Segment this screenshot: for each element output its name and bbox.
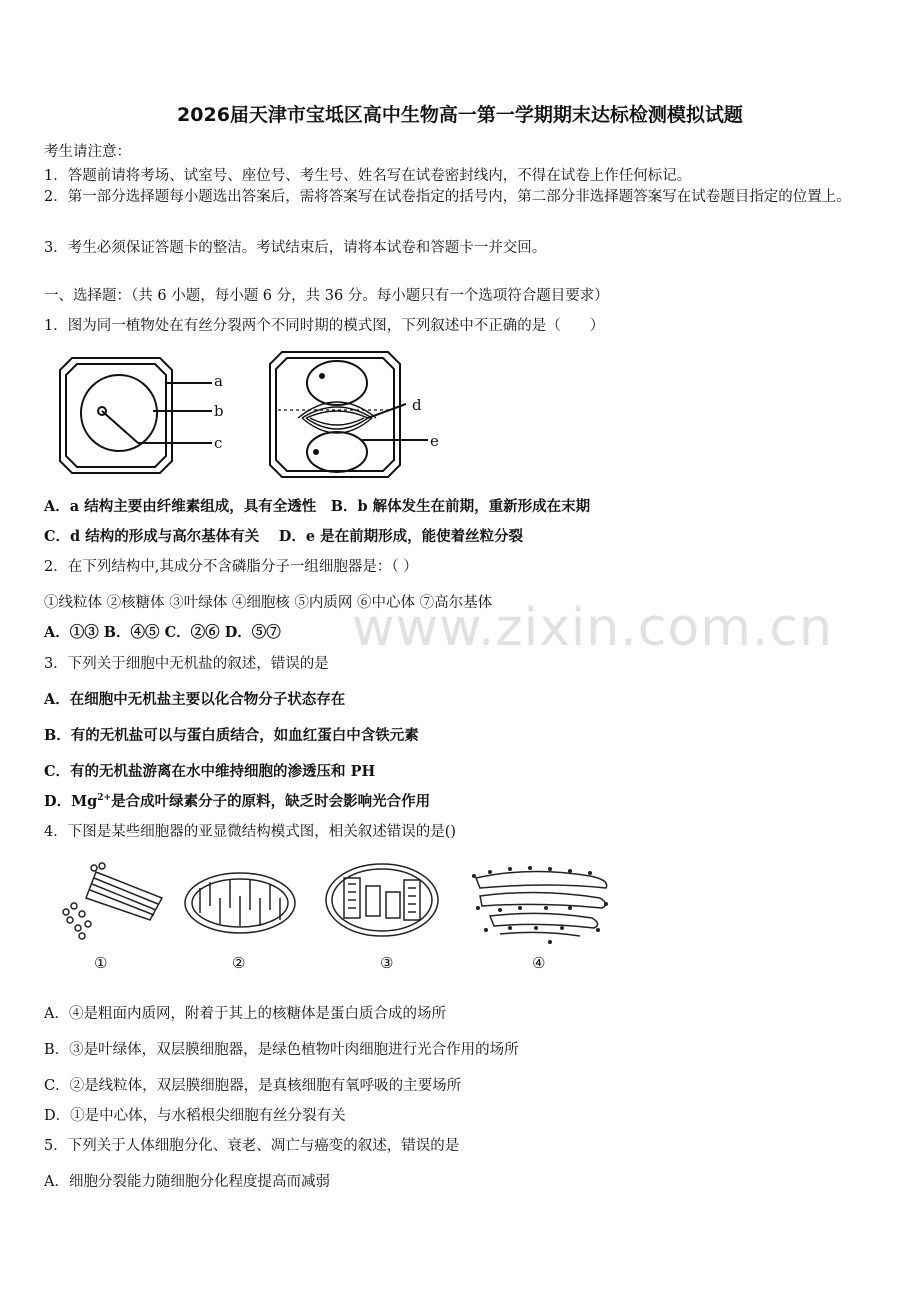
label-d: d (412, 396, 422, 414)
q3-option-c: C．有的无机盐游离在水中维持细胞的渗透压和 PH (44, 763, 376, 780)
figure-label-2: ② (232, 954, 246, 972)
nucleus-1 (81, 375, 157, 451)
q3-option-a: A．在细胞中无机盐主要以化合物分子状态存在 (44, 691, 346, 708)
q4-option-c: C．②是线粒体，双层膜细胞器，是真核细胞有氧呼吸的主要场所 (44, 1078, 462, 1094)
q3-stem: 3．下列关于细胞中无机盐的叙述，错误的是 (44, 656, 329, 672)
q4-figure (50, 858, 630, 948)
figure-label-1: ① (94, 954, 108, 972)
q3-option-d-suffix: 是合成叶绿素分子的原料，缺乏时会影响光合作用 (111, 793, 431, 810)
q2-items: ①线粒体 ②核糖体 ③叶绿体 ④细胞核 ⑤内质网 ⑥中心体 ⑦高尔基体 (44, 595, 493, 611)
q5-stem: 5．下列关于人体细胞分化、衰老、凋亡与癌变的叙述，错误的是 (44, 1138, 460, 1154)
watermark: www.zixin.com.cn (352, 598, 833, 658)
notice-heading: 考生请注意： (44, 144, 131, 160)
label-b: b (214, 402, 224, 420)
cell-wall-outer-2 (270, 352, 400, 477)
label-c: c (214, 434, 223, 452)
figure-label-3: ③ (380, 954, 394, 972)
q4-stem: 4．下图是某些细胞器的亚显微结构模式图，相关叙述错误的是() (44, 824, 457, 840)
notice-item-2: 2．第一部分选择题每小题选出答案后，需将答案写在试卷指定的括号内，第二部分非选择题答案写在试卷题目指定的位置上。 (44, 189, 851, 205)
page-title: 2026届天津市宝坻区高中生物高一第一学期期末达标检测模拟试题 (177, 104, 743, 126)
notice-item-3: 3．考生必须保证答题卡的整洁。考试结束后，请将本试卷和答题卡一并交回。 (44, 240, 547, 256)
q1-stem: 1．图为同一植物处在有丝分裂两个不同时期的模式图，下列叙述中不正确的是（ ） (44, 318, 605, 334)
q3-option-d-sup: 2+ (97, 793, 112, 804)
centriole-drawing (63, 863, 162, 939)
q5-option-a: A．细胞分裂能力随细胞分化程度提高而减弱 (44, 1174, 330, 1190)
q4-option-a: A．④是粗面内质网，附着于其上的核糖体是蛋白质合成的场所 (44, 1006, 446, 1022)
chloroplast-drawing (326, 864, 438, 936)
rough-er-drawing (476, 871, 607, 936)
notice-item-1: 1．答题前请将考场、试室号、座位号、考生号、姓名写在试卷密封线内，不得在试卷上作任何标记。 (44, 168, 692, 184)
section-heading: 一、选择题：（共 6 小题，每小题 6 分，共 36 分。每小题只有一个选项符合题目要求） (44, 288, 609, 304)
q3-option-d (44, 790, 430, 811)
q2-options: A．①③ B．④⑤ C．②⑥ D．⑤⑦ (44, 624, 281, 641)
q4-option-d: D．①是中心体，与水稻根尖细胞有丝分裂有关 (44, 1108, 346, 1124)
q1-options-ab: A．a 结构主要由纤维素组成，具有全透性 B．b 解体发生在前期，重新形成在末期 (44, 498, 591, 515)
q1-figure (50, 348, 450, 483)
daughter-nucleus-top (307, 361, 367, 405)
q3-option-d-prefix: D．Mg (44, 793, 98, 810)
label-a: a (214, 372, 223, 390)
mitochondrion-drawing (185, 873, 295, 933)
q2-stem: 2．在下列结构中,其成分不含磷脂分子一组细胞器是：（ ） (44, 559, 418, 575)
label-e: e (430, 432, 439, 450)
q3-option-b: B．有的无机盐可以与蛋白质结合，如血红蛋白中含铁元素 (44, 727, 419, 744)
q4-option-b: B．③是叶绿体，双层膜细胞器，是绿色植物叶肉细胞进行光合作用的场所 (44, 1042, 519, 1058)
figure-label-4: ④ (532, 954, 546, 972)
q1-options-cd: C．d 结构的形成与高尔基体有关 D．e 是在前期形成，能使着丝粒分裂 (44, 528, 524, 545)
